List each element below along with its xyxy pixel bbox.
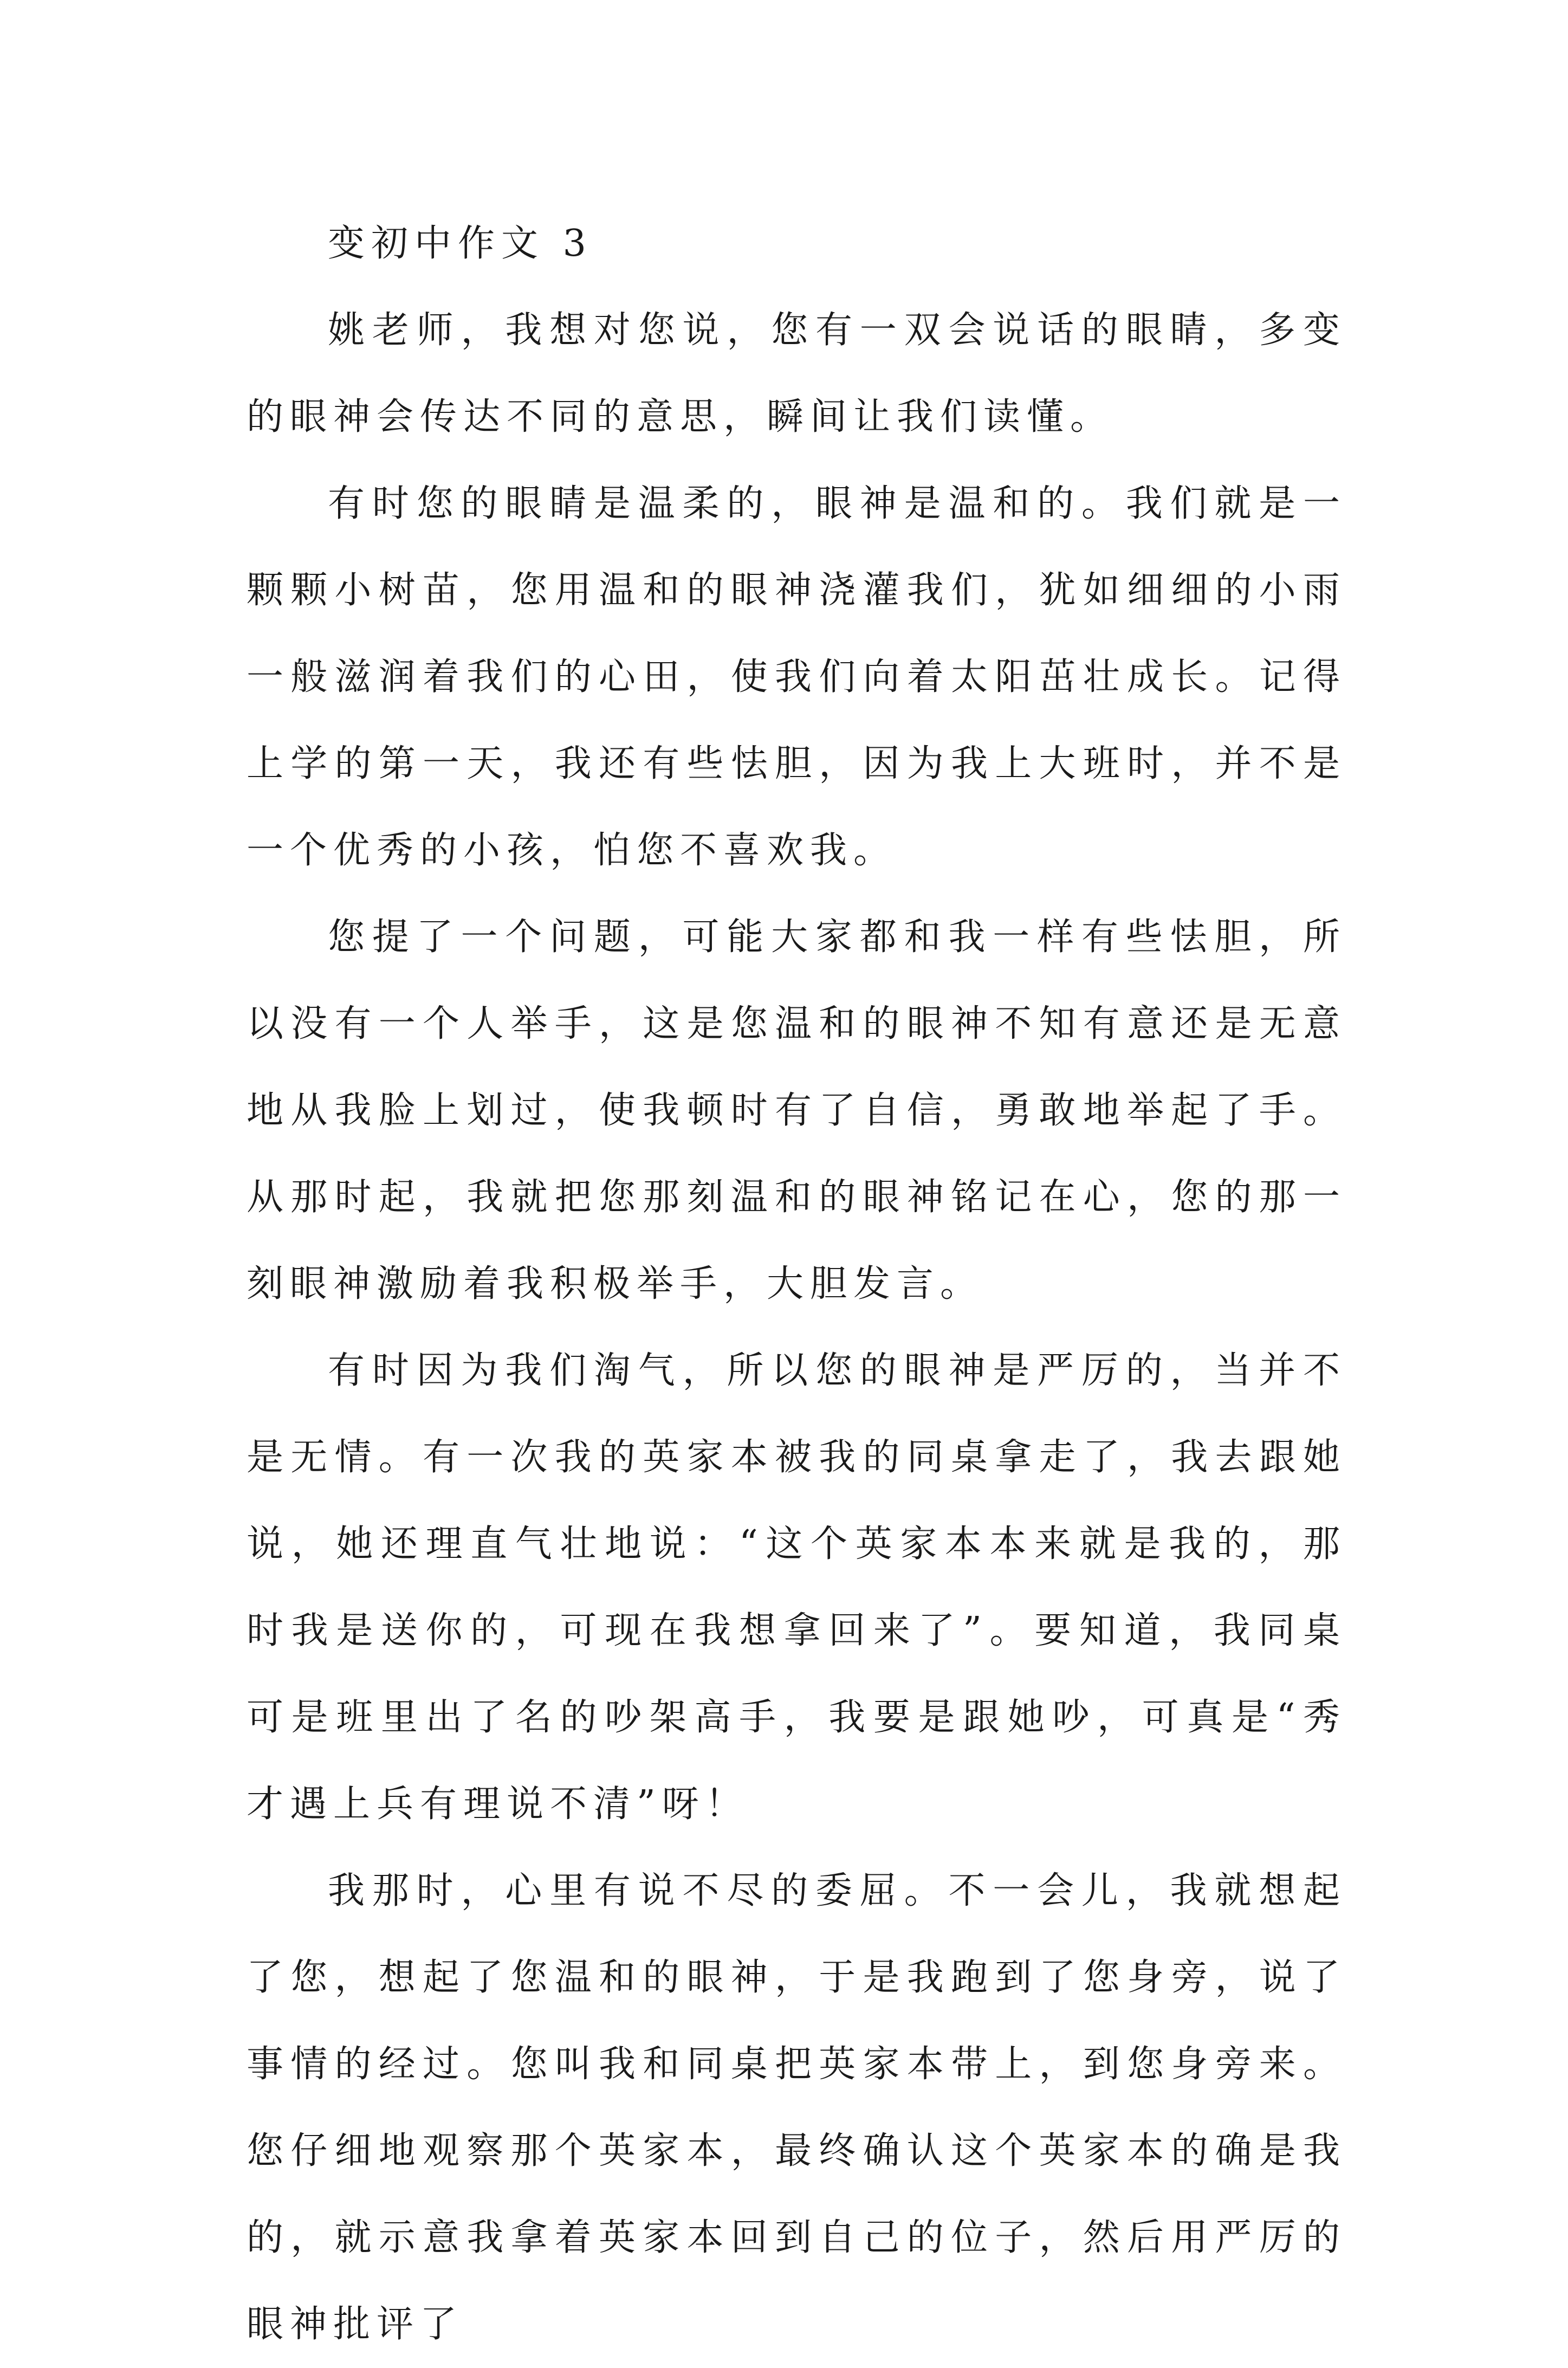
paragraph-2: 有时您的眼睛是温柔的，眼神是温和的。我们就是一颗颗小树苗，您用温和的眼神浇灌我们，犹如细细的小雨一般滋润着我们的心田，使我们向着太阳茁壮成长。记得上学的第一天，我还有些怯胆，因为我上大班时，并不是一个优秀的小孩，怕您不喜欢我。 xyxy=(247,482,1346,872)
paragraph-5: 我那时，心里有说不尽的委屈。不一会儿，我就想起了您，想起了您温和的眼神，于是我跑到了您身旁，说了事情的经过。您叫我和同桌把英家本带上，到您身旁来。您仔细地观察那个英家本，最终确认这个英家本的确是我的，就示意我拿着英家本回到自己的位子，然后用严厉的眼神批评了 xyxy=(247,1869,1346,2346)
document-body xyxy=(247,200,1346,2368)
paragraph-1: 姚老师，我想对您说，您有一双会说话的眼睛，多变的眼神会传达不同的意思，瞬间让我们读懂。 xyxy=(247,309,1346,438)
document-title: 变初中作文 3 xyxy=(328,222,593,265)
paragraph-3: 您提了一个问题，可能大家都和我一样有些怯胆，所以没有一个人举手，这是您温和的眼神不知有意还是无意地从我脸上划过，使我顿时有了自信，勇敢地举起了手。从那时起，我就把您那刻温和的眼神铭记在心，您的那一刻眼神激励着我积极举手，大胆发言。 xyxy=(247,916,1346,1305)
paragraph-4: 有时因为我们淘气，所以您的眼神是严厉的，当并不是无情。有一次我的英家本被我的同桌拿走了，我去跟她说，她还理直气壮地说：“这个英家本本来就是我的，那时我是送你的，可现在我想拿回来了”。要知道，我同桌可是班里出了名的吵架高手，我要是跟她吵，可真是“秀才遇上兵有理说不清”呀！ xyxy=(247,1349,1346,1826)
